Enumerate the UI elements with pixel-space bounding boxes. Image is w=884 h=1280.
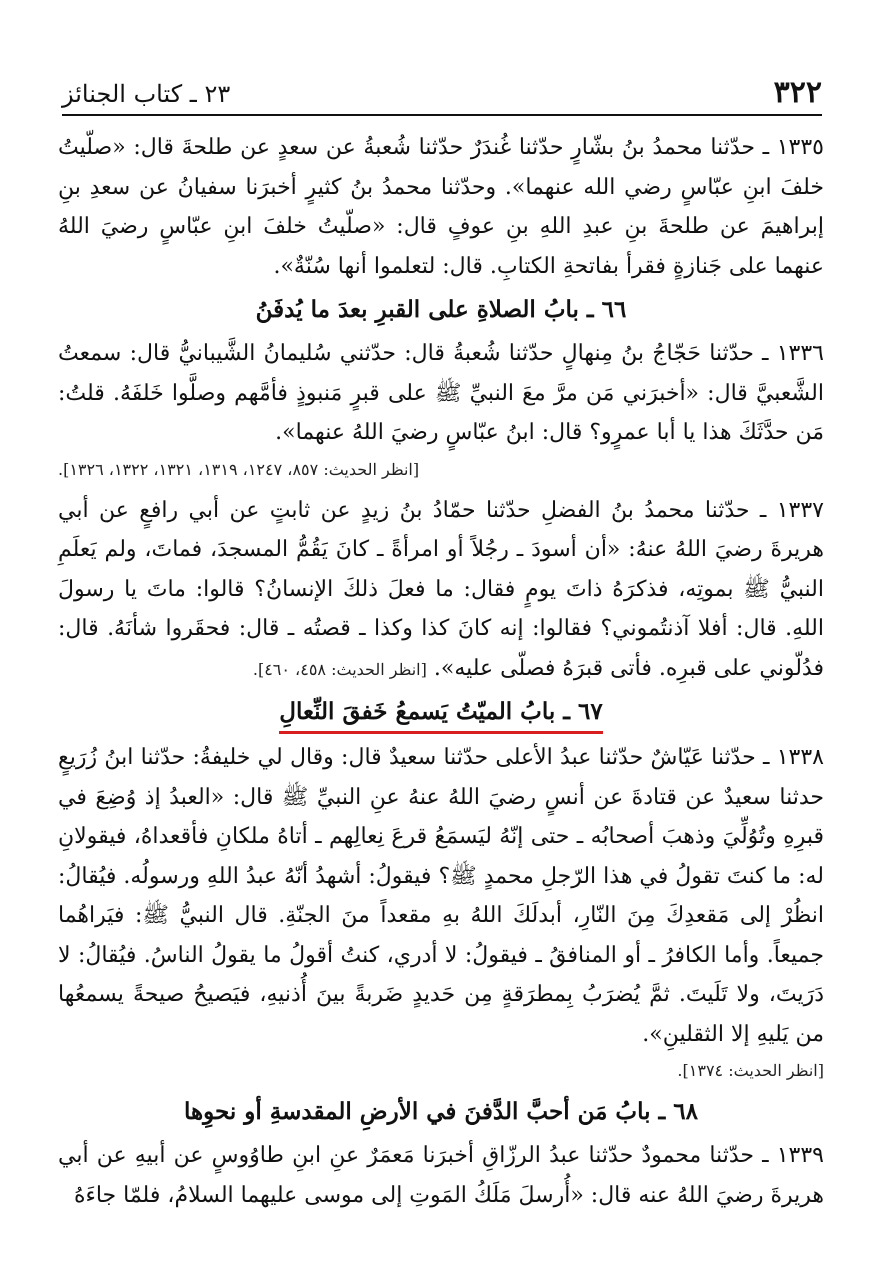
chapter-68-title: ٦٨ ـ بابُ مَن أحبَّ الدَّفنَ في الأرضِ المقدسةِ أو نحوِها — [184, 1098, 698, 1125]
hadith-1338-reference: [انظر الحديث: ١٣٧٤]. — [677, 1061, 824, 1080]
chapter-68-heading — [58, 1092, 824, 1132]
hadith-1336-reference: [انظر الحديث: ٨٥٧، ١٢٤٧، ١٣١٩، ١٣٢١، ١٣٢٢، ١٣٢٦]. — [58, 459, 420, 479]
chapter-67-title: ٦٧ ـ بابُ الميّتُ يَسمعُ خَفقَ النِّعالِ — [279, 695, 602, 734]
hadith-1337-text: ١٣٣٧ ـ حدّثنا محمدُ بنُ الفضلِ حدّثنا حمّادُ بنُ زيدٍ عن ثابتٍ عن أبي رافعٍ عن أبي هريرةَ رضيَ اللهُ عنهُ: «أن أسودَ ـ رجُلاً أو امرأةً ـ كانَ يَقُمُّ المسجدَ، فماتَ، ولم يَعلَمِ النبيُّ ﷺ بموتِه، فذكرَهُ ذاتَ يومٍ فقال: ما فعلَ ذلكَ الإنسانُ؟ قالوا: ماتَ يا رسولَ اللهِ. قال: أفلا آذنتُموني؟ فقالوا: إنه كانَ كذا وكذا ـ قصتُه ـ قال: فحقَروا شأنَهُ. قال: فدُلّوني على قبرِه. فأتى قبرَهُ فصلّى عليه». — [58, 497, 824, 681]
hadith-1335: ١٣٣٥ ـ حدّثنا محمدُ بنُ بشّارٍ حدّثنا غُندَرٌ حدّثنا شُعبةُ عن سعدٍ عن طلحةَ قال: «صلّيتُ خلفَ ابنِ عبّاسٍ رضي الله عنهما». وحدّثنا محمدُ بنُ كثيرٍ أخبرَنا سفيانُ عن سعدِ بنِ إبراهيمَ عن طلحةَ بنِ عبدِ اللهِ بنِ عوفٍ قال: «صلّيتُ خلفَ ابنِ عبّاسٍ رضيَ اللهُ عنهما على جَنازةٍ فقرأ بفاتحةِ الكتابِ. قال: لتعلموا أنها سُنّةٌ». — [58, 135, 824, 279]
page-body — [58, 128, 824, 1215]
page-number: ٣٢٢ — [773, 75, 822, 110]
book-title: ٢٣ ـ كتاب الجنائز — [62, 80, 231, 108]
hadith-1337 — [58, 491, 824, 689]
hadith-1337-reference: [انظر الحديث: ٤٥٨، ٤٦٠]. — [252, 659, 427, 679]
chapter-67-heading — [58, 692, 824, 734]
hadith-1339: ١٣٣٩ ـ حدّثنا محمودٌ حدّثنا عبدُ الرزّاقِ أخبرَنا مَعمَرٌ عنِ ابنِ طاوُوسٍ عن أبيهِ عن أبي هريرةَ رضيَ اللهُ عنه قال: «أُرسلَ مَلَكُ المَوتِ إلى موسى عليهما السلامُ، فلمّا جاءَهُ — [58, 1143, 824, 1208]
hadith-1336: ١٣٣٦ ـ حدّثنا حَجّاجُ بنُ مِنهالٍ حدّثنا شُعبةُ قال: حدّثني سُليمانُ الشَّيبانيُّ قال: سمعتُ الشَّعبيَّ قال: «أخبرَني مَن مرَّ معَ النبيِّ ﷺ على قبرٍ مَنبوذٍ فأمَّهم وصلَّوا خَلفَهُ. قلتُ: مَن حدَّثَكَ هذا يا أبا عمرٍو؟ قال: ابنُ عبّاسٍ رضيَ اللهُ عنهما». — [58, 341, 824, 445]
page-header — [62, 70, 822, 116]
hadith-1338: ١٣٣٨ ـ حدّثنا عَيّاشٌ حدّثنا عبدُ الأعلى حدّثنا سعيدٌ قال: وقال لي خليفةُ: حدّثنا ابنُ زُرَيعٍ حدثنا سعيدٌ عن قتادةَ عن أنسٍ رضيَ اللهُ عنهُ عنِ النبيِّ ﷺ قال: «العبدُ إذ وُضِعَ في قبرِهِ وتُوُلِّيَ وذهبَ أصحابُه ـ حتى إنّهُ ليَسمَعُ قرعَ نِعالِهم ـ أتاهُ ملكانِ فأقعداهُ، فيقولانِ له: ما كنتَ تقولُ في هذا الرّجلِ محمدٍ ﷺ؟ فيقولُ: أشهدُ أنّهُ عبدُ اللهِ ورسولُه. فيُقالُ: انظُرْ إلى مَقعدِكَ مِنَ النّارِ، أبدلَكَ اللهُ بهِ مقعداً منَ الجنّةِ. قال النبيُّ ﷺ: فيَراهُما جميعاً. وأما الكافرُ ـ أو المنافقُ ـ فيقولُ: لا أدري، كنتُ أقولُ ما يقولُ الناسُ. فيُقالُ: لا دَرَيتَ، ولا تَلَيتَ. ثمَّ يُضرَبُ بِمطرَقةٍ مِن حَديدٍ ضَربةً بينَ أُذنيهِ، فيَصيحُ صيحةً يسمعُها من يَليهِ إلا الثقلينِ». — [58, 745, 824, 1047]
chapter-66-heading — [58, 290, 824, 330]
chapter-66-title: ٦٦ ـ بابُ الصلاةِ على القبرِ بعدَ ما يُدفَنُ — [255, 296, 627, 323]
